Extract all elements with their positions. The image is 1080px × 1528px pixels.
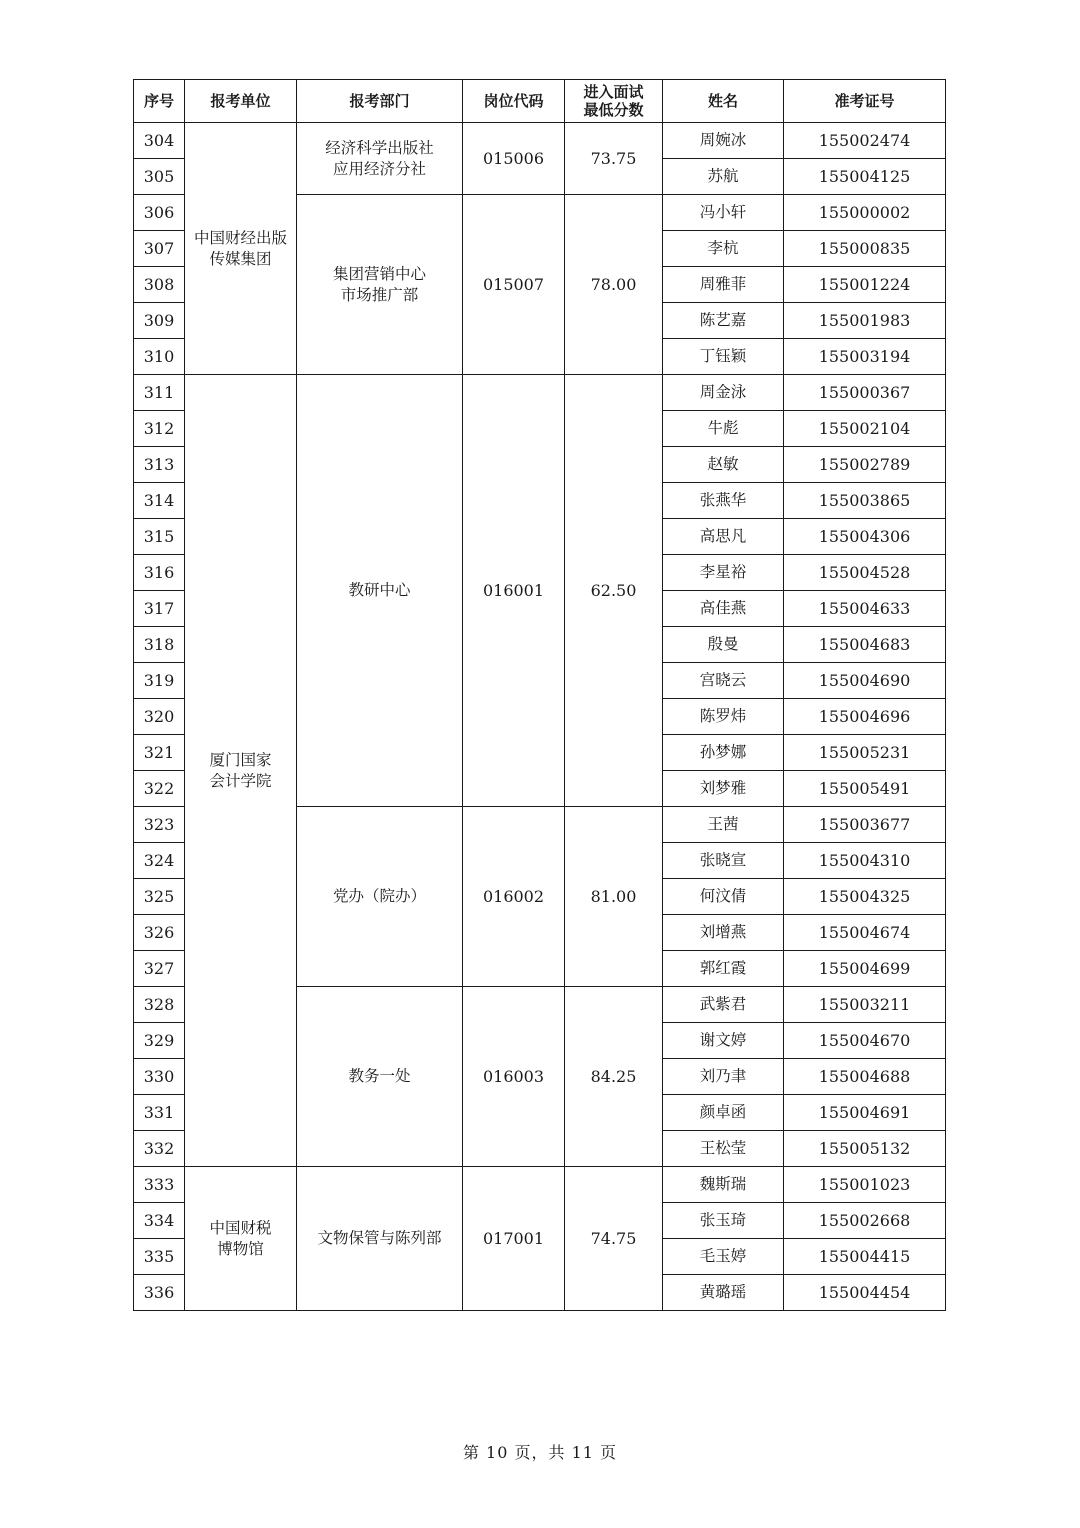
cell-name: 冯小轩 <box>663 195 784 231</box>
cell-id: 155004415 <box>784 1239 946 1275</box>
cell-seq: 334 <box>134 1203 185 1239</box>
cell-name: 黄璐瑶 <box>663 1275 784 1311</box>
cell-name: 郭红霞 <box>663 951 784 987</box>
cell-name: 张晓宣 <box>663 843 784 879</box>
cell-id: 155003194 <box>784 339 946 375</box>
cell-dept: 文物保管与陈列部 <box>297 1167 463 1311</box>
cell-dept: 集团营销中心 市场推广部 <box>297 195 463 375</box>
cell-seq: 306 <box>134 195 185 231</box>
table-body <box>134 123 946 1311</box>
cell-seq: 314 <box>134 483 185 519</box>
cell-id: 155003677 <box>784 807 946 843</box>
cell-name: 高佳燕 <box>663 591 784 627</box>
cell-id: 155004683 <box>784 627 946 663</box>
cell-name: 王茜 <box>663 807 784 843</box>
cell-score: 78.00 <box>565 195 663 375</box>
cell-code: 017001 <box>463 1167 565 1311</box>
cell-id: 155000367 <box>784 375 946 411</box>
cell-seq: 333 <box>134 1167 185 1203</box>
table-row <box>134 1167 946 1203</box>
cell-name: 何汶倩 <box>663 879 784 915</box>
cell-score: 62.50 <box>565 375 663 807</box>
cell-id: 155004325 <box>784 879 946 915</box>
header-unit: 报考单位 <box>185 80 297 123</box>
cell-name: 张玉琦 <box>663 1203 784 1239</box>
cell-id: 155004633 <box>784 591 946 627</box>
header-seq: 序号 <box>134 80 185 123</box>
cell-seq: 329 <box>134 1023 185 1059</box>
cell-seq: 322 <box>134 771 185 807</box>
cell-name: 孙梦娜 <box>663 735 784 771</box>
cell-name: 武紫君 <box>663 987 784 1023</box>
header-id: 准考证号 <box>784 80 946 123</box>
cell-name: 殷曼 <box>663 627 784 663</box>
cell-name: 王松莹 <box>663 1131 784 1167</box>
cell-name: 谢文婷 <box>663 1023 784 1059</box>
cell-id: 155005231 <box>784 735 946 771</box>
cell-name: 张燕华 <box>663 483 784 519</box>
cell-id: 155003211 <box>784 987 946 1023</box>
cell-id: 155004690 <box>784 663 946 699</box>
cell-name: 丁钰颖 <box>663 339 784 375</box>
cell-code: 016001 <box>463 375 565 807</box>
cell-seq: 335 <box>134 1239 185 1275</box>
cell-seq: 325 <box>134 879 185 915</box>
header-dept: 报考部门 <box>297 80 463 123</box>
cell-seq: 315 <box>134 519 185 555</box>
cell-seq: 305 <box>134 159 185 195</box>
cell-seq: 323 <box>134 807 185 843</box>
cell-seq: 317 <box>134 591 185 627</box>
cell-seq: 321 <box>134 735 185 771</box>
cell-code: 015006 <box>463 123 565 195</box>
cell-id: 155004674 <box>784 915 946 951</box>
cell-id: 155004310 <box>784 843 946 879</box>
cell-code: 016002 <box>463 807 565 987</box>
cell-score: 81.00 <box>565 807 663 987</box>
cell-dept: 党办（院办） <box>297 807 463 987</box>
cell-dept: 教研中心 <box>297 375 463 807</box>
cell-score: 84.25 <box>565 987 663 1167</box>
cell-name: 周金泳 <box>663 375 784 411</box>
cell-dept: 教务一处 <box>297 987 463 1167</box>
cell-name: 刘梦雅 <box>663 771 784 807</box>
header-score: 进入面试 最低分数 <box>565 80 663 123</box>
cell-seq: 307 <box>134 231 185 267</box>
cell-id: 155003865 <box>784 483 946 519</box>
cell-id: 155001983 <box>784 303 946 339</box>
cell-name: 刘增燕 <box>663 915 784 951</box>
cell-id: 155002789 <box>784 447 946 483</box>
cell-seq: 336 <box>134 1275 185 1311</box>
header-code: 岗位代码 <box>463 80 565 123</box>
cell-id: 155000835 <box>784 231 946 267</box>
cell-seq: 311 <box>134 375 185 411</box>
cell-seq: 331 <box>134 1095 185 1131</box>
cell-seq: 313 <box>134 447 185 483</box>
cell-id: 155004528 <box>784 555 946 591</box>
cell-name: 宫晓云 <box>663 663 784 699</box>
header-name: 姓名 <box>663 80 784 123</box>
cell-seq: 319 <box>134 663 185 699</box>
cell-id: 155004670 <box>784 1023 946 1059</box>
cell-name: 魏斯瑞 <box>663 1167 784 1203</box>
cell-id: 155004688 <box>784 1059 946 1095</box>
cell-id: 155004691 <box>784 1095 946 1131</box>
cell-id: 155001224 <box>784 267 946 303</box>
cell-seq: 327 <box>134 951 185 987</box>
cell-seq: 310 <box>134 339 185 375</box>
cell-name: 毛玉婷 <box>663 1239 784 1275</box>
cell-id: 155004306 <box>784 519 946 555</box>
cell-id: 155002104 <box>784 411 946 447</box>
cell-seq: 328 <box>134 987 185 1023</box>
cell-id: 155002668 <box>784 1203 946 1239</box>
cell-id: 155004125 <box>784 159 946 195</box>
cell-seq: 320 <box>134 699 185 735</box>
cell-name: 苏航 <box>663 159 784 195</box>
cell-seq: 304 <box>134 123 185 159</box>
cell-seq: 316 <box>134 555 185 591</box>
page-number: 第 10 页，共 11 页 <box>462 1443 618 1462</box>
table-header <box>134 80 946 123</box>
cell-name: 陈罗炜 <box>663 699 784 735</box>
cell-code: 016003 <box>463 987 565 1167</box>
cell-seq: 318 <box>134 627 185 663</box>
cell-seq: 312 <box>134 411 185 447</box>
cell-id: 155001023 <box>784 1167 946 1203</box>
cell-name: 刘乃聿 <box>663 1059 784 1095</box>
cell-name: 李星裕 <box>663 555 784 591</box>
cell-unit: 中国财经出版 传媒集团 <box>185 123 297 375</box>
cell-seq: 326 <box>134 915 185 951</box>
cell-name: 周婉冰 <box>663 123 784 159</box>
cell-dept: 经济科学出版社 应用经济分社 <box>297 123 463 195</box>
cell-code: 015007 <box>463 195 565 375</box>
cell-id: 155004696 <box>784 699 946 735</box>
cell-name: 赵敏 <box>663 447 784 483</box>
candidates-table <box>133 79 946 1311</box>
cell-id: 155004699 <box>784 951 946 987</box>
table-row <box>134 123 946 159</box>
cell-id: 155005132 <box>784 1131 946 1167</box>
cell-id: 155002474 <box>784 123 946 159</box>
cell-seq: 309 <box>134 303 185 339</box>
cell-unit: 中国财税 博物馆 <box>185 1167 297 1311</box>
cell-seq: 308 <box>134 267 185 303</box>
cell-name: 颜卓函 <box>663 1095 784 1131</box>
header-row <box>134 80 946 123</box>
cell-id: 155005491 <box>784 771 946 807</box>
cell-name: 陈艺嘉 <box>663 303 784 339</box>
cell-seq: 332 <box>134 1131 185 1167</box>
cell-seq: 330 <box>134 1059 185 1095</box>
cell-name: 高思凡 <box>663 519 784 555</box>
cell-score: 74.75 <box>565 1167 663 1311</box>
cell-unit: 厦门国家 会计学院 <box>185 375 297 1167</box>
cell-id: 155004454 <box>784 1275 946 1311</box>
cell-seq: 324 <box>134 843 185 879</box>
cell-id: 155000002 <box>784 195 946 231</box>
cell-name: 周雅菲 <box>663 267 784 303</box>
cell-score: 73.75 <box>565 123 663 195</box>
table-row <box>134 375 946 411</box>
cell-name: 李杭 <box>663 231 784 267</box>
cell-name: 牛彪 <box>663 411 784 447</box>
